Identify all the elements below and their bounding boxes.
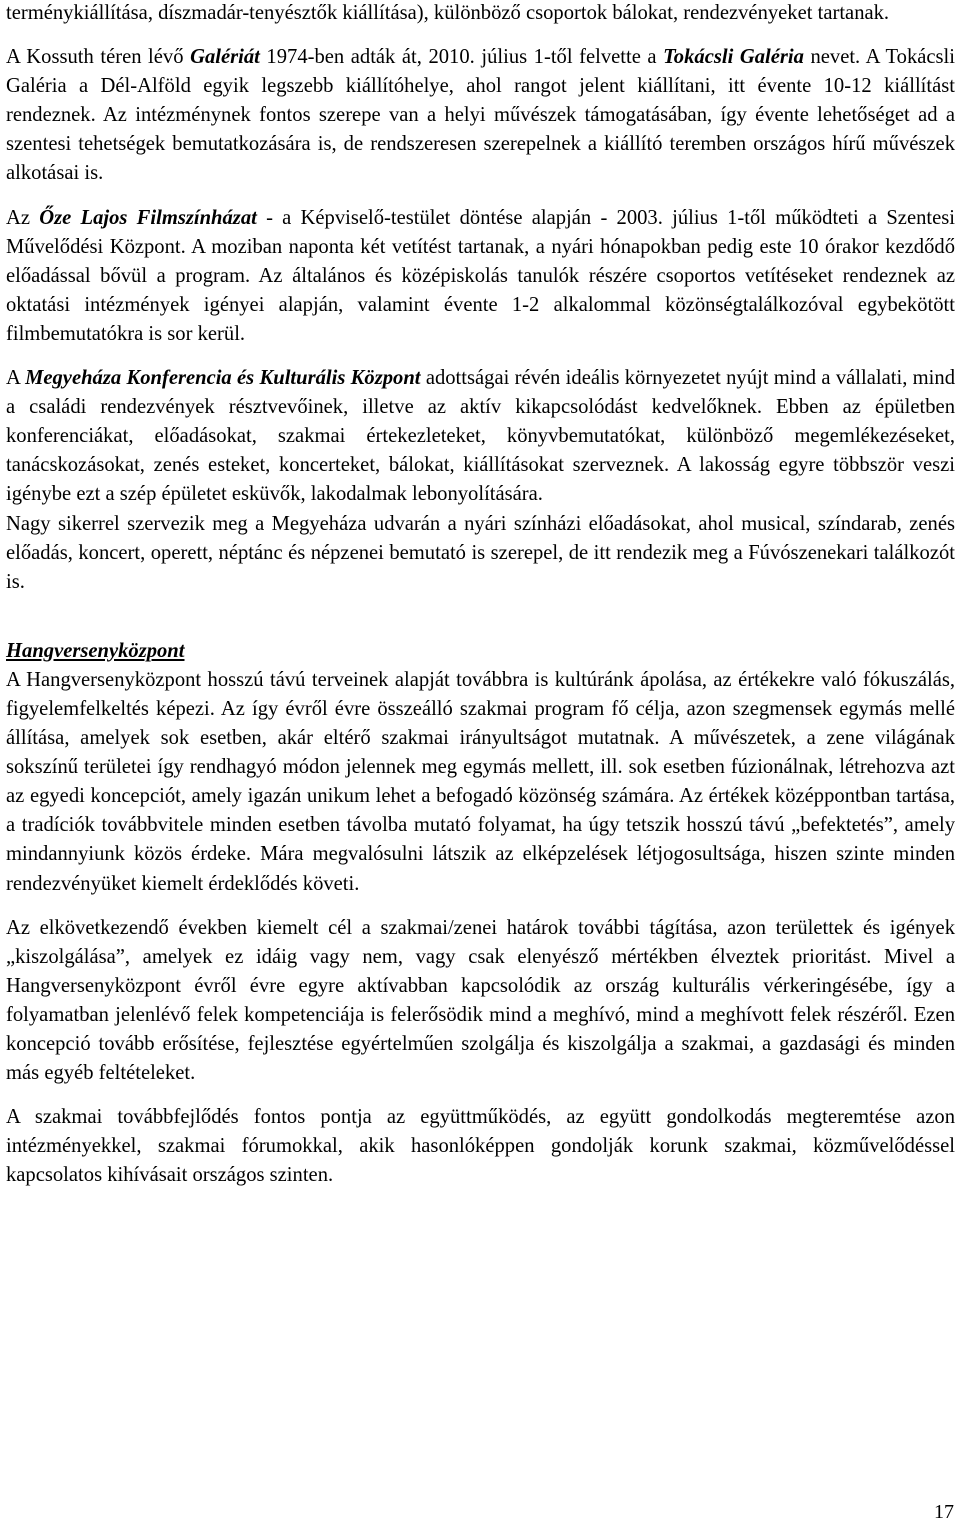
tokacsli-gallery-emphasis: Tokácsli Galéria [663,46,804,69]
paragraph-professional-development: A szakmai továbbfejlődés fontos pontja az együttműködés, az együtt gondolkodás megteremtése azon intézményekkel, szakmai fórumokkal, akik hasonlóképpen gondolják korunk szakmai, közművelődéssel kapcsolatos kihívásait országos szinten. [6,1106,955,1187]
paragraph-concert-centre-plans: A Hangversenyközpont hosszú távú terveinek alapját továbbra is kultúránk ápolása, az értékekre való fókuszálás, figyelemfelkeltés képezi. Az így évről évre összeálló szakmai program fő célja, azon szegmensek egymás mellé állítása, amelyek sok esetben, akár eltérő szakmai irányultságot mutatnak. A művészetek, a zene világának sokszínű területei így rendhagyó módon jelennek meg egymás mellett, ill. sok esetben fúzionálnak, létrehozva azt az egyedi koncepciót, amely igazán unikum lehet a befogadó közönség számára. Az értékek középpontban tartása, a tradíciók továbbvitele minden esetben távolba mutató folyamat, ha úgy tetszik hosszú távú „befektetés”, amely mindannyiunk közös érdeke. Mára megvalósulni látszik az elképzelések létjogosultsága, hiszen szinte minden rendezvényüket kiemelt érdeklődés követi. [6,668,955,895]
paragraph-concert-centre-goals: Az elkövetkezendő években kiemelt cél a szakmai/zenei határok további tágítása, azon területtek és igények „kiszolgálása”, amelyek ez idáig vagy nem, vagy csak elenyésző mértékben élveztek prioritást. Mivel a Hangversenyközpont évről évre egyre aktívabban kapcsolódik az ország kulturális vérkeringésébe, így a folyamatban jelenlévő felek kompetenciája is felerősödik mind a meghívó, mind a meghívott felek részéről. Ezen koncepció tovább erősítése, fejlesztése egyértelműen szolgálja és kiszolgálja a szakmai, a gazdasági és minden más egyéb feltételeket. [6,916,955,1085]
document-page [6,0,955,1190]
paragraph-summer-theatre: Nagy sikerrel szervezik meg a Megyeháza udvarán a nyári színházi előadásokat, ahol musical, színdarab, zenés előadás, koncert, operett, néptánc és népzenei bemutató is szerepel, de itt rendezik meg a Fúvószenekari találkozót is. [6,512,955,593]
gallery-text-3: nevet. A Tokácsli Galéria a Dél-Alföld egyik legszebb kiállítóhelye, ahol rangot jelent kiállítani, itt évente 10-12 kiállítást rendeznek. Az intézménynek fontos szerepe van a helyi művészek támogatásában, így évente lehetőséget ad a szentesi tehetségek bemutatkozására is, de rendszeresen szerepelnek a kiállító teremben országos hírű művészek alkotásai is. [6,46,956,185]
section-heading-concert-centre: Hangversenyközpont [6,639,185,662]
paragraph-cinema [6,204,955,349]
cinema-text-2: - a Képviselő-testület döntése alapján - 2003. július 1-től működteti a Szentesi Művelődési Központ. A moziban naponta két vetítést tartanak, a nyári hónapokban pedig este 10 órakor kezdődő előadással bővül a program. Az általános és középiskolás tanulók részére csoportos vetítéseket rendeznek az oktatási intézmények igényei alapján, valamint évente 1-2 alkalommal közönségtalálkozóval egybekötött filmbemutatókra is sor kerül. [6,206,955,345]
county-hall-text-2: adottságai révén ideális környezetet nyújt mind a vállalati, mind a családi rendezvények résztvevőinek, illetve az aktív kikapcsolódást kedvelőknek. Ebben az épületben konferenciákat, előadásokat, szakmai értekezleteket, könyvbemutatókat, különböző megemlékezéseket, tanácskozásokat, zenés esteket, koncerteket, bálokat, kiállításokat szerveznek. A lakosság egyre többször veszi igénybe ezt a szép épületet esküvők, lakodalmak lebonyolítására. [6,367,956,506]
gallery-name-emphasis: Galériát [190,46,260,69]
county-hall-text-1: A [6,367,26,390]
gallery-text-2: 1974-ben adták át, 2010. július 1-től felvette a [259,46,664,69]
page-number: 17 [934,1501,954,1523]
cinema-text-1: Az [6,206,40,229]
paragraph-gallery [6,43,955,188]
cinema-name-emphasis: Őze Lajos Filmszínházat [39,206,257,229]
paragraph-county-hall [6,364,955,509]
paragraph-exhibitions-continued: terménykiállítása, díszmadár-tenyésztők kiállítása), különböző csoportok bálokat, rendezvényeket tartanak. [6,2,890,24]
gallery-text-1: A Kossuth téren lévő [6,46,191,69]
county-hall-name-emphasis: Megyeháza Konferencia és Kulturális Központ [25,367,421,390]
